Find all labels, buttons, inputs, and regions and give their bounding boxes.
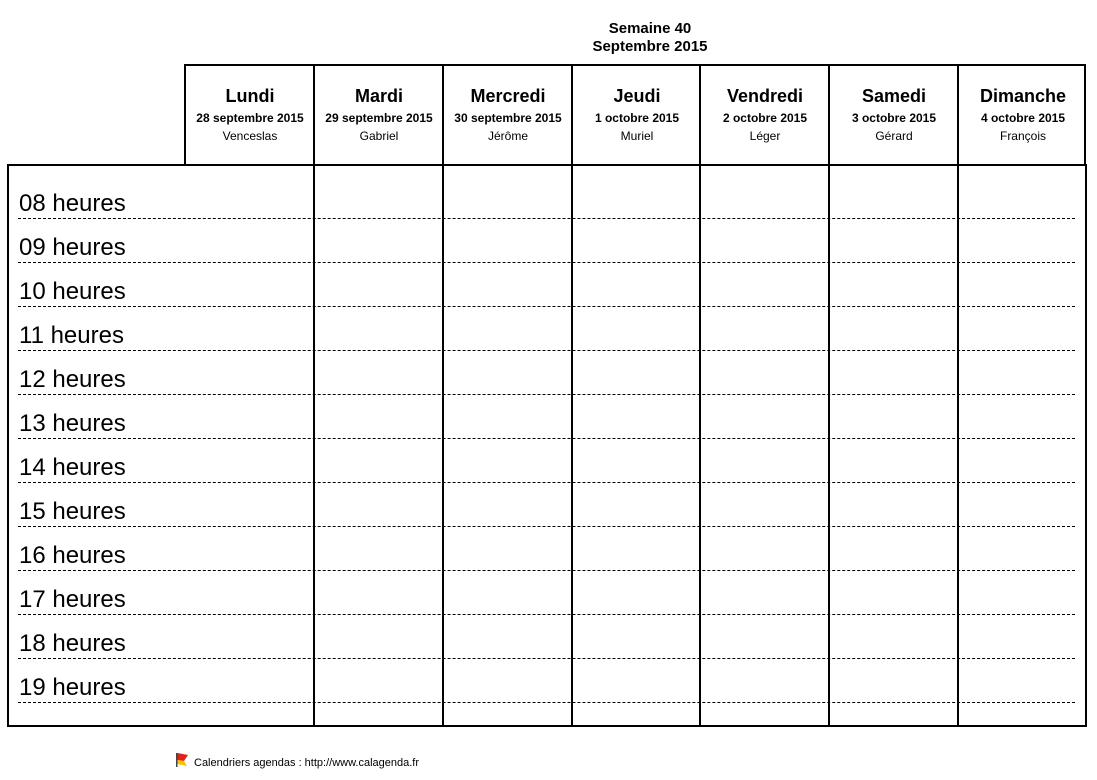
hour-label: 17 heures	[19, 586, 126, 613]
flag-red	[178, 753, 189, 761]
day-date: 4 octobre 2015	[980, 111, 1066, 125]
day-saint: Gabriel	[359, 129, 399, 143]
hour-row-16[interactable]	[18, 527, 1075, 571]
day-name: Samedi	[861, 86, 927, 106]
hour-label: 12 heures	[19, 366, 126, 393]
hour-label: 10 heures	[19, 278, 126, 305]
day-saint: François	[999, 129, 1046, 143]
day-saint: Venceslas	[222, 129, 278, 143]
day-saint: Léger	[749, 129, 781, 143]
row-divider	[18, 702, 1075, 703]
hour-row-14[interactable]	[18, 439, 1075, 483]
hour-row-08[interactable]	[18, 175, 1075, 219]
day-date: 29 septembre 2015	[325, 111, 433, 125]
hour-label: 08 heures	[19, 190, 126, 217]
day-saint: Jérôme	[487, 129, 528, 143]
day-date: 28 septembre 2015	[196, 111, 304, 125]
day-header-wednesday	[444, 66, 572, 164]
day-header-monday	[186, 66, 314, 164]
day-date: 30 septembre 2015	[454, 111, 562, 125]
hour-label: 14 heures	[19, 454, 126, 481]
hour-row-17[interactable]	[18, 571, 1075, 615]
day-date: 1 octobre 2015	[594, 111, 680, 125]
footer-credit[interactable]	[175, 750, 419, 770]
day-date: 3 octobre 2015	[851, 111, 937, 125]
day-header-sunday	[959, 66, 1087, 164]
hour-row-13[interactable]	[18, 395, 1075, 439]
hour-row-11[interactable]	[18, 307, 1075, 351]
flag-yellow	[178, 760, 188, 766]
day-name: Dimanche	[979, 86, 1067, 106]
hour-label: 16 heures	[19, 542, 126, 569]
day-header-thursday	[573, 66, 701, 164]
hour-row-10[interactable]	[18, 263, 1075, 307]
day-name: Jeudi	[613, 86, 661, 106]
day-name: Vendredi	[726, 86, 804, 106]
day-saint: Gérard	[875, 129, 913, 143]
day-name: Mardi	[354, 86, 403, 106]
day-header-friday	[701, 66, 829, 164]
hour-label: 19 heures	[19, 674, 126, 701]
day-name: Lundi	[225, 86, 275, 106]
day-saint: Muriel	[620, 129, 654, 143]
footer-text: Calendriers agendas : http://www.calagenda.fr	[194, 757, 420, 769]
hour-label: 09 heures	[19, 234, 126, 261]
hour-label: 11 heures	[19, 322, 124, 349]
hour-label: 18 heures	[19, 630, 126, 657]
hour-label: 15 heures	[19, 498, 126, 525]
hour-row-15[interactable]	[18, 483, 1075, 527]
day-date: 2 octobre 2015	[722, 111, 808, 125]
hour-label: 13 heures	[19, 410, 126, 437]
hour-row-18[interactable]	[18, 615, 1075, 659]
flag-pole	[176, 753, 178, 767]
page-title-week: Semaine 40	[608, 20, 692, 37]
day-name: Mercredi	[470, 86, 546, 106]
day-header-tuesday	[315, 66, 443, 164]
page-title-month: Septembre 2015	[592, 38, 708, 55]
hour-row-09[interactable]	[18, 219, 1075, 263]
flag-icon	[175, 752, 189, 768]
hour-row-12[interactable]	[18, 351, 1075, 395]
hour-row-19[interactable]	[18, 659, 1075, 703]
day-header-saturday	[830, 66, 958, 164]
